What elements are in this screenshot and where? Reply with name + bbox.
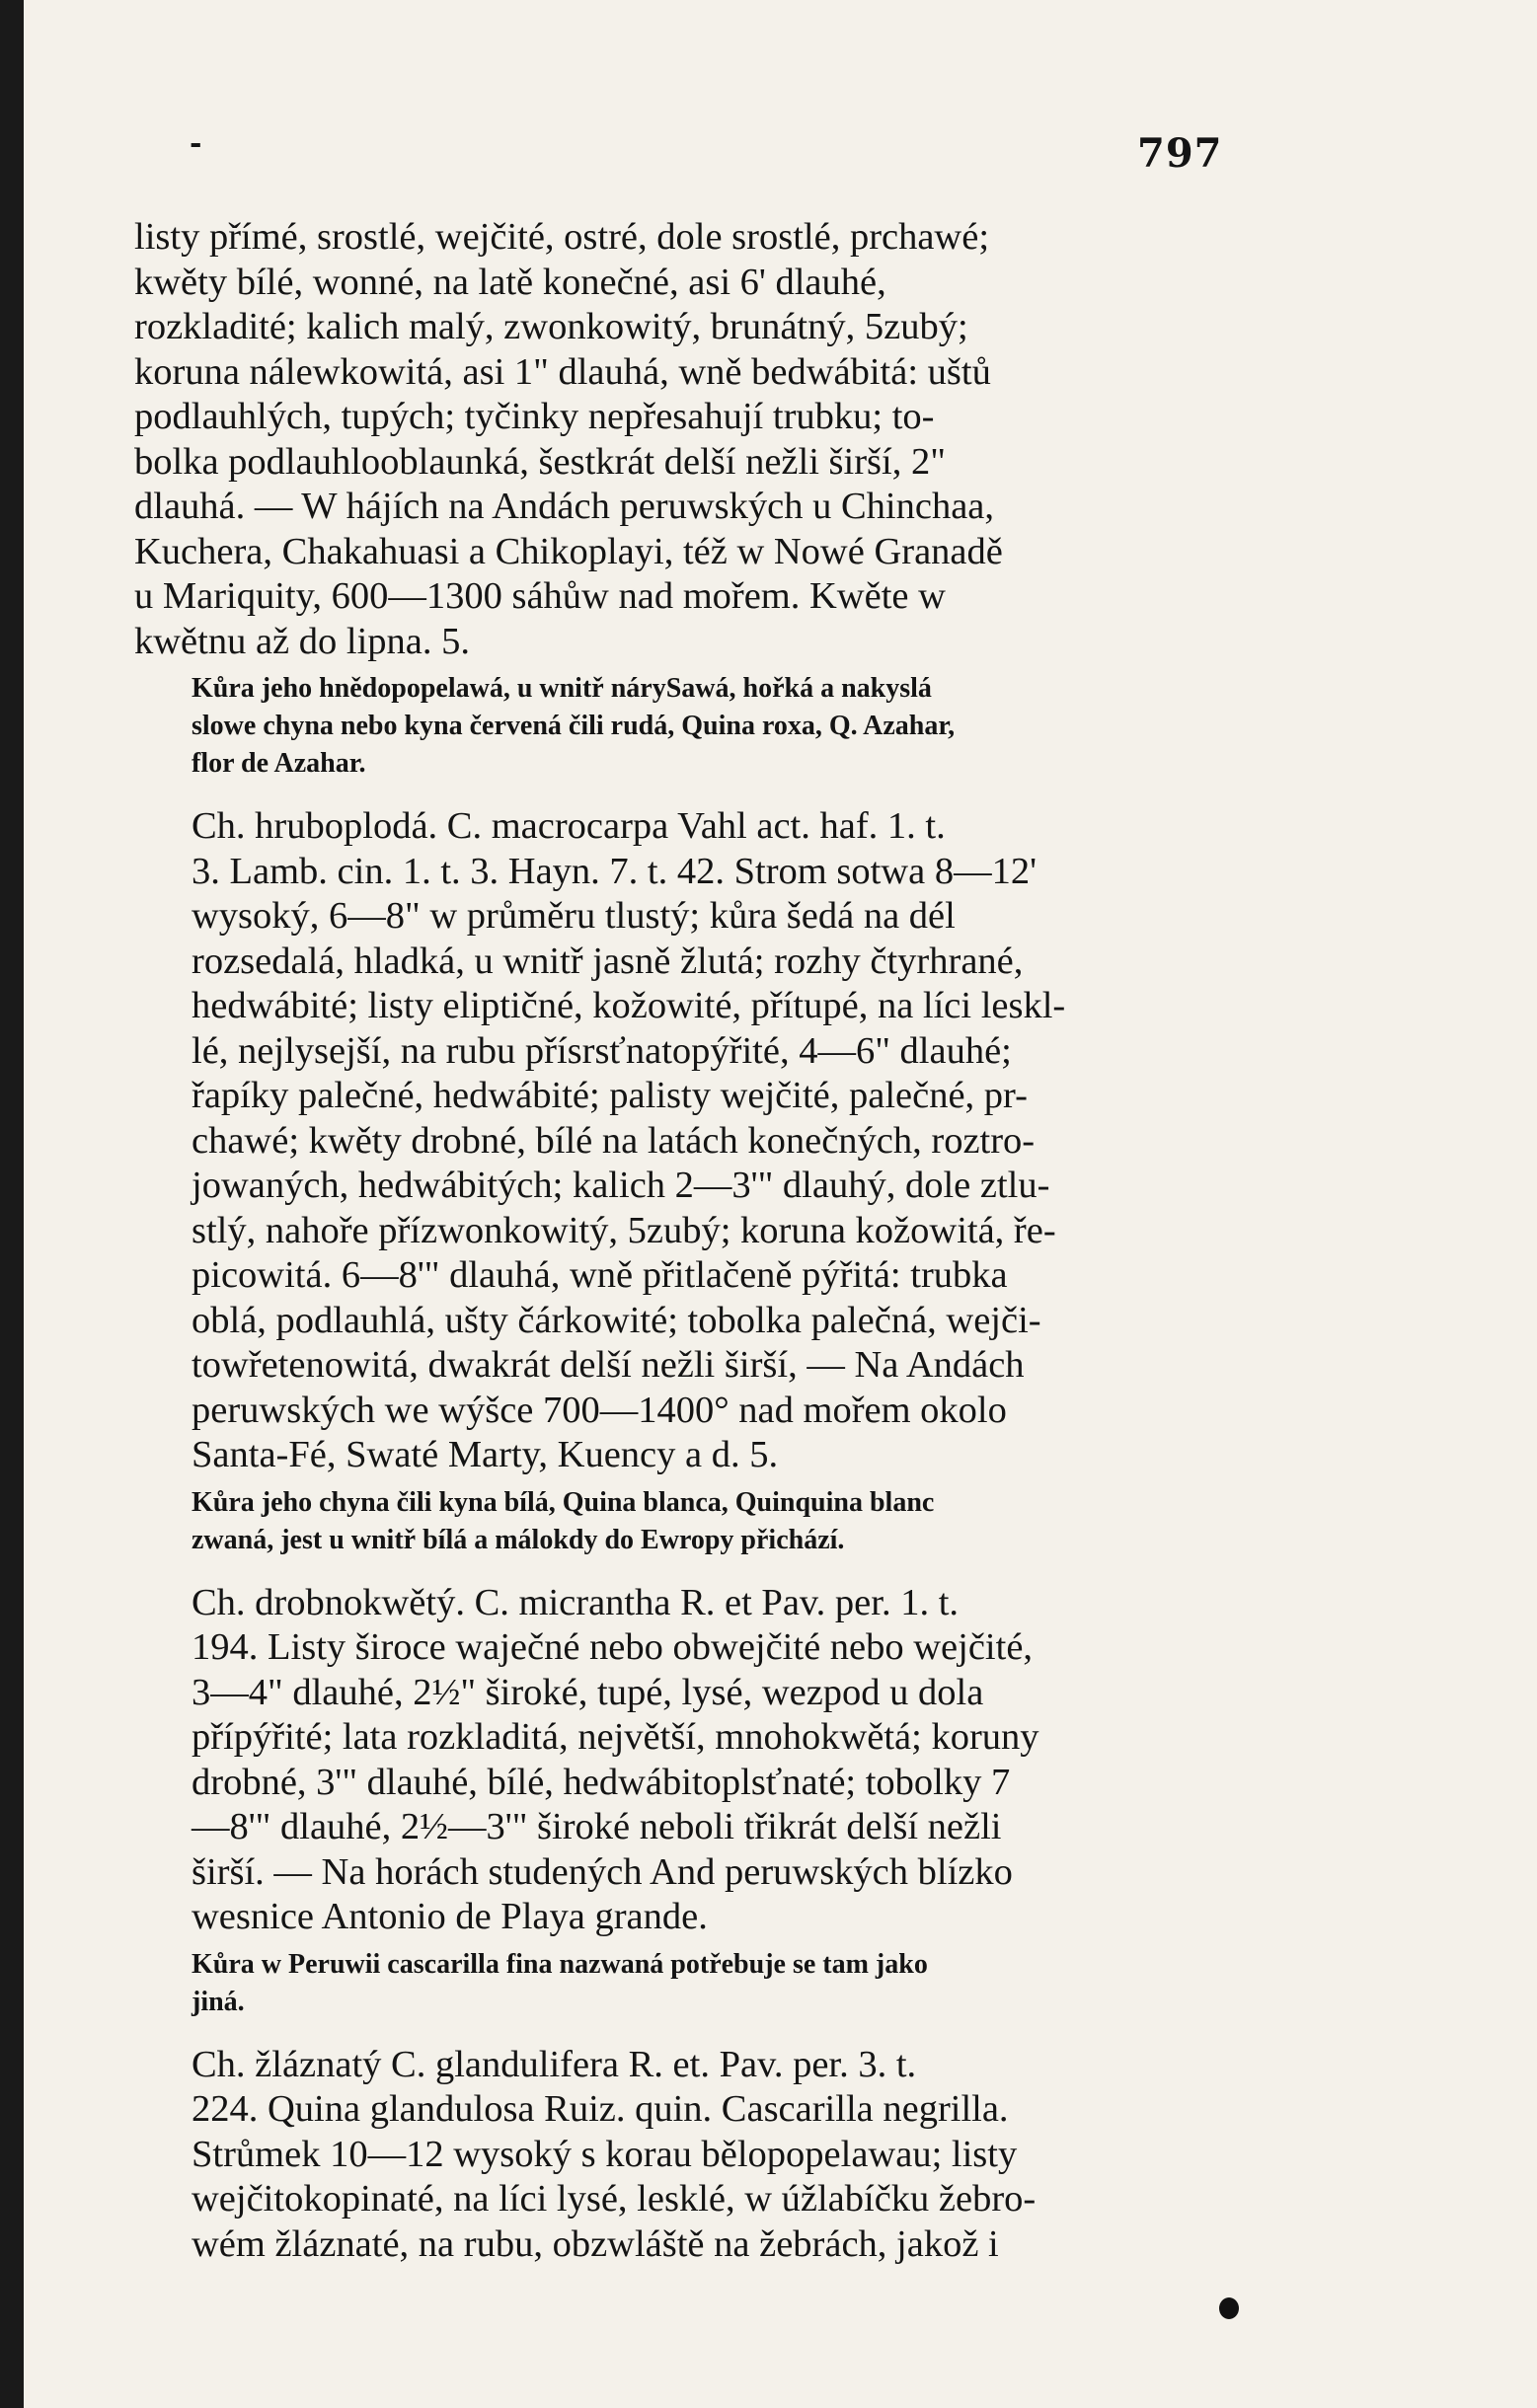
text-line: jowaných, hedwábitých; kalich 2—3'" dlauhý, dole ztlu- xyxy=(192,1165,1050,1206)
note-bark-white xyxy=(134,1484,1232,1559)
paragraph-ch-lanceolata-continued xyxy=(134,215,1232,664)
text-line: stlý, nahoře přízwonkowitý, 5zubý; koruna kožowitá, ře- xyxy=(192,1209,1056,1251)
text-line: rozkladité; kalich malý, zwonkowitý, brunátný, 5zubý; xyxy=(134,306,968,347)
page-text xyxy=(134,215,1232,2267)
text-line: —8'" dlauhé, 2½—3'" široké neboli třikrát delší nežli xyxy=(192,1806,1002,1847)
text-line: wejčitokopinaté, na líci lysé, lesklé, w úžlabíčku žebro- xyxy=(192,2178,1037,2220)
text-line: drobné, 3'" dlauhé, bílé, hedwábitoplsťnaté; tobolky 7 xyxy=(192,1761,1011,1803)
text-line: Ch. hruboplodá. C. macrocarpa Vahl act. haf. 1. t. xyxy=(192,805,946,847)
ink-dot xyxy=(1219,2297,1239,2319)
text-line: wysoký, 6—8" w průměru tlustý; kůra šedá na dél xyxy=(192,895,956,937)
text-line: lé, nejlysejší, na rubu přísrsťnatopýřité, 4—6" dlauhé; xyxy=(192,1029,1012,1072)
note-line: flor de Azahar. xyxy=(192,748,366,779)
text-line: přípýřité; lata rozkladitá, největší, mnohokwětá; koruny xyxy=(192,1716,1039,1758)
text-line: Ch. drobnokwětý. C. micrantha R. et Pav. per. 1. t. xyxy=(192,1581,960,1623)
text-line: širší. — Na horách studených And peruwských blízko xyxy=(192,1850,1013,1893)
page-number: 797 xyxy=(1137,130,1223,177)
text-line: u Mariquity, 600—1300 sáhůw nad mořem. Kwěte w xyxy=(134,575,946,617)
book-page xyxy=(24,0,1537,2408)
note-line: Kůra jeho hnědopopelawá, u wnitř nárySawá, hořká a nakyslá xyxy=(192,673,932,704)
text-line: hedwábité; listy eliptičné, kožowité, přítupé, na líci leskl- xyxy=(192,985,1066,1026)
paragraph-ch-glandulifera xyxy=(134,2043,1232,2268)
text-line: Ch. žláznatý C. glandulifera R. et. Pav. per. 3. t. xyxy=(192,2043,917,2085)
note-cascarilla-fina xyxy=(134,1946,1232,2021)
text-line: řapíky palečné, hedwábité; palisty wejčité, palečné, pr- xyxy=(192,1075,1028,1116)
text-line: kwětnu až do lipna. 5. xyxy=(134,620,470,662)
text-line: podlauhlých, tupých; tyčinky nepřesahují trubku; to- xyxy=(134,396,935,437)
text-line: 224. Quina glandulosa Ruiz. quin. Cascarilla negrilla. xyxy=(192,2088,1009,2130)
note-line: zwaná, jest u wnitř bílá a málokdy do Ewropy přichází. xyxy=(192,1524,845,1555)
page-mark: - xyxy=(190,126,202,161)
text-line: wém žláznaté, na rubu, obzwláště na žebrách, jakož i xyxy=(192,2222,999,2265)
paragraph-ch-macrocarpa xyxy=(134,804,1232,1478)
text-line: dlauhá. — W hájích na Andách peruwských u Chinchaa, xyxy=(134,486,995,527)
note-line: Kůra w Peruwii cascarilla fina nazwaná potřebuje se tam jako xyxy=(192,1948,928,1980)
text-line: listy přímé, srostlé, wejčité, ostré, dole srostlé, prchawé; xyxy=(134,216,990,258)
text-line: peruwských we wýšce 700—1400° nad mořem okolo xyxy=(192,1389,1007,1431)
note-line: Kůra jeho chyna čili kyna bílá, Quina blanca, Quinquina blanc xyxy=(192,1486,935,1518)
text-line: wesnice Antonio de Playa grande. xyxy=(192,1896,708,1937)
paragraph-ch-micrantha xyxy=(134,1581,1232,1940)
note-line: jiná. xyxy=(192,1986,245,2017)
text-line: rozsedalá, hladká, u wnitř jasně žlutá; rozhy čtyrhrané, xyxy=(192,940,1024,982)
text-line: picowitá. 6—8'" dlauhá, wně přitlačeně pýřitá: trubka xyxy=(192,1254,1008,1296)
text-line: 194. Listy široce waječné nebo obwejčité nebo wejčité, xyxy=(192,1626,1034,1668)
text-line: 3. Lamb. cin. 1. t. 3. Hayn. 7. t. 42. Strom sotwa 8—12' xyxy=(192,850,1037,892)
text-line: kwěty bílé, wonné, na latě konečné, asi 6' dlauhé, xyxy=(134,261,886,303)
text-line: towřetenowitá, dwakrát delší nežli širší, — Na Andách xyxy=(192,1344,1025,1386)
text-line: oblá, podlauhlá, ušty čárkowité; tobolka palečná, wejči- xyxy=(192,1299,1041,1341)
text-line: Strůmek 10—12 wysoký s korau bělopopelawau; listy xyxy=(192,2133,1018,2175)
text-line: koruna nálewkowitá, asi 1" dlauhá, wně bedwábitá: uštů xyxy=(134,350,991,393)
text-line: chawé; kwěty drobné, bílé na latách konečných, roztro- xyxy=(192,1119,1036,1162)
text-line: Santa-Fé, Swaté Marty, Kuency a d. 5. xyxy=(192,1434,779,1475)
text-line: 3—4" dlauhé, 2½" široké, tupé, lysé, wezpod u dola xyxy=(192,1671,984,1713)
text-line: bolka podlauhlooblaunká, šestkrát delší nežli širší, 2" xyxy=(134,440,946,483)
note-line: slowe chyna nebo kyna červená čili rudá, Quina roxa, Q. Azahar, xyxy=(192,711,956,741)
text-line: Kuchera, Chakahuasi a Chikoplayi, též w Nowé Granadě xyxy=(134,530,1003,572)
note-bark-red xyxy=(134,670,1232,783)
